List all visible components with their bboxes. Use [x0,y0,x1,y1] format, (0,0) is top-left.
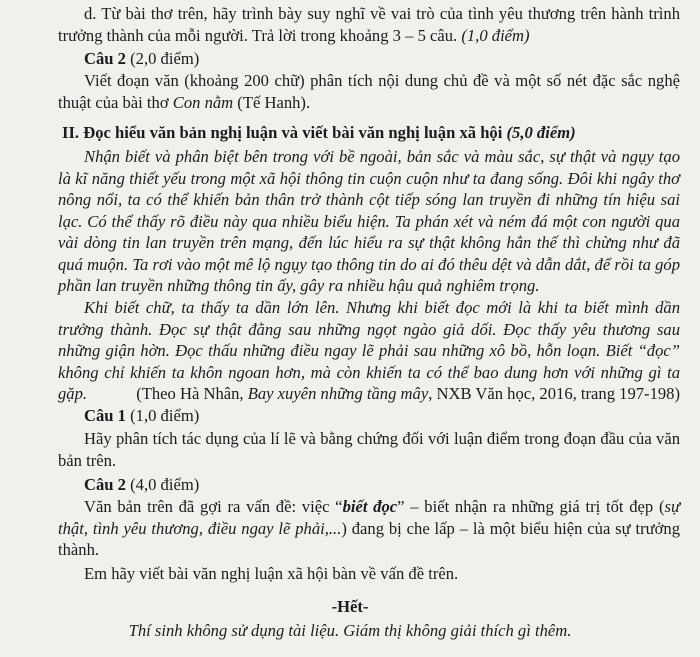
reading-passage-paragraph-2: Khi biết chữ, ta thấy ta dần lớn lên. Nhưng khi biết đọc mới là khi ta biết mình dần trưởng thành. Đọc sự thật đằng sau những ngọt ngào giả dối. Đọc thấy yêu thương sau những giận hờn. Đọc thấu những điều ngay lẽ phải sau những xô bồ, hỗn loạn. Biết “đọc” không chỉ khiến ta khôn ngoan hơn, mà còn khiến ta có thể bao dung hơn với những gì ta gặp. [58,298,680,403]
part1-question-2-header [58,48,680,70]
passage-source: (Theo Hà Nhân, Bay xuyên những tầng mây, NXB Văn học, 2016, trang 197-198) [136,384,680,403]
question-1d-score: (1,0 điểm) [461,25,530,45]
question-label: Câu 1 [84,406,126,425]
source-book-title: Bay xuyên những tầng mây [247,384,429,403]
footer-note: Thí sinh không sử dụng tài liệu. Giám thị không giải thích gì thêm. [128,621,572,640]
question-label: Câu 2 [84,49,126,68]
reading-passage-paragraph-1: Nhận biết và phân biệt bên trong với bề ngoài, bản sắc và màu sắc, sự thật và ngụy tạo là kĩ năng thiết yếu trong một xã hội thông tin cuộn cuộn như ta đang sống. Đôi khi ngây thơ nông nổi, ta có thể khiến bản thân trở thành cột tiếp sóng lan truyền đi những tín hiệu sai lạc. Có thể thấy rõ điều này qua nhiều biểu hiện. Ta phán xét và ném đá một con người qua vài dòng tin lan truyền trên mạng, đến lúc hiểu ra sự thật không hẳn thế thì chừng như đã quá muộn. Ta rơi vào một mê lộ ngụy tạo thông tin do ai đó thêu dệt và dẫn dắt, để rồi ta góp phần lan truyền những thông tin ấy, gây ra nhiều hậu quả nghiêm trọng. [58,147,680,295]
question-1d-text: d. Từ bài thơ trên, hãy trình bày suy nghĩ về vai trò của tình yêu thương trên hành trình trưởng thành của mỗi người. Trả lời trong khoảng 3 – 5 câu. [58,4,680,45]
end-marker: -Hết- [331,597,369,616]
part1-question-2-text: Viết đoạn văn (khoảng 200 chữ) phân tích nội dung chủ đề và một số nét đặc sắc nghệ thuật của bài thơ Con nằm (Tế Hanh). [58,71,680,112]
part2-question-1-text: Hãy phân tích tác dụng của lí lẽ và bằng chứng đối với luận điểm trong đoạn đầu của văn bản trên. [58,429,680,470]
question-label: Câu 2 [84,475,126,494]
question-score: (4,0 điểm) [130,475,200,494]
question-1d [58,3,680,46]
question-score: (2,0 điểm) [130,49,200,68]
part2-question-1-header [58,405,680,427]
poem-title: Con nằm [172,92,234,112]
part2-question-2-text: Văn bản trên đã gợi ra vấn đề: việc “biết đọc” – biết nhận ra những giá trị tốt đẹp (sự thật, tình yêu thương, điều ngay lẽ phải,...) đang bị che lấp – là một biểu hiện của sự trưởng thành. [58,497,680,559]
question-score: (1,0 điểm) [130,406,200,425]
values-list: sự thật, tình yêu thương, điều ngay lẽ phải,... [58,497,680,538]
part2-score: (5,0 điểm) [506,123,576,142]
keyword-biet-doc: biết đọc [342,497,398,516]
part2-heading: II. Đọc hiểu văn bản nghị luận và viết bài văn nghị luận xã hội (5,0 điểm) [62,123,576,142]
part2-question-2-header [58,474,680,496]
part2-question-2-task: Em hãy viết bài văn nghị luận xã hội bàn về vấn đề trên. [84,564,459,583]
